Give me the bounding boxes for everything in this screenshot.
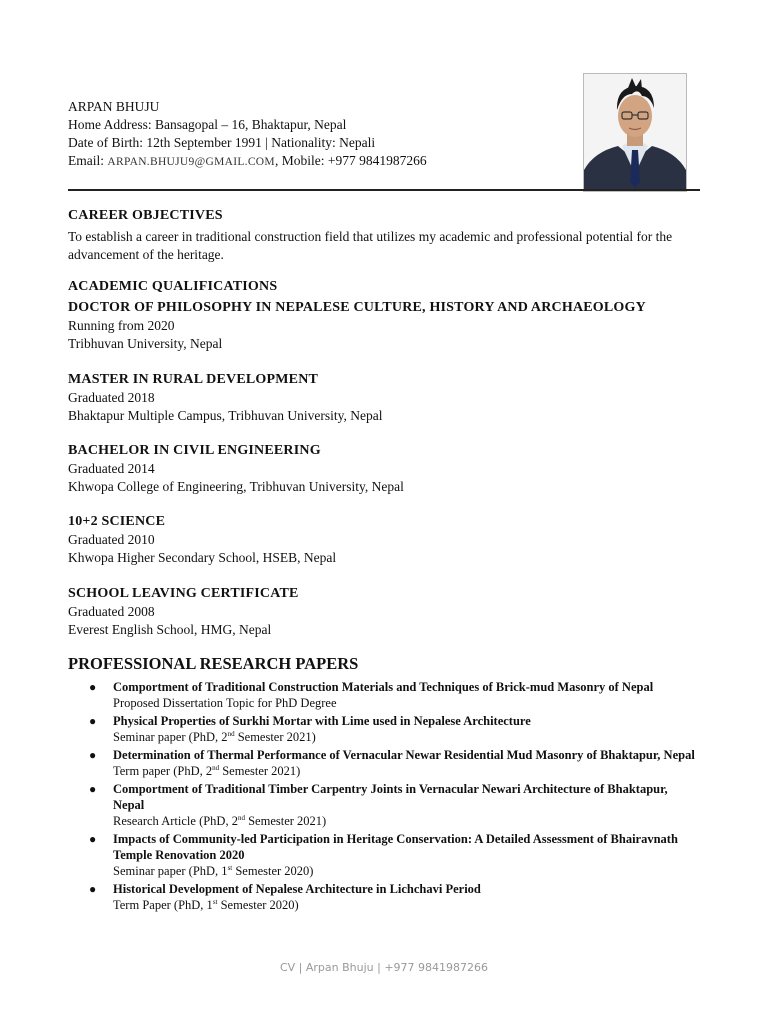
list-item	[68, 781, 700, 830]
candidate-name: ARPAN BHUJU	[68, 99, 160, 114]
list-item	[68, 831, 700, 880]
portrait-illustration	[584, 74, 686, 191]
degree-institution: Bhaktapur Multiple Campus, Tribhuvan University, Nepal	[68, 408, 383, 423]
contact-header	[68, 98, 427, 171]
home-address: Home Address: Bansagopal – 16, Bhaktapur, Nepal	[68, 117, 347, 132]
paper-note: Seminar paper (PhD, 2nd Semester 2021)	[113, 729, 316, 744]
list-item	[68, 713, 700, 746]
page-footer: CV | Arpan Bhuju | +977 9841987266	[279, 961, 489, 974]
degree-title: BACHELOR IN CIVIL ENGINEERING	[68, 443, 321, 458]
degree-status: Graduated 2010	[68, 532, 155, 547]
paper-note: Research Article (PhD, 2nd Semester 2021)	[113, 813, 327, 828]
paper-note: Proposed Dissertation Topic for PhD Degree	[113, 696, 337, 710]
mobile-number: , Mobile: +977 9841987266	[274, 153, 427, 168]
paper-note: Term Paper (PhD, 1st Semester 2020)	[113, 897, 299, 912]
academic-item	[68, 299, 700, 353]
research-papers-section	[68, 654, 700, 915]
bullet-icon: ●	[89, 680, 97, 694]
header-divider	[68, 189, 700, 191]
academic-qualifications-heading: ACADEMIC QUALIFICATIONS	[68, 279, 278, 294]
degree-institution: Everest English School, HMG, Nepal	[68, 622, 272, 637]
career-objectives-section	[68, 207, 700, 264]
bullet-icon: ●	[89, 782, 97, 796]
profile-photo	[583, 73, 687, 192]
degree-status: Graduated 2014	[68, 461, 155, 476]
paper-title: Determination of Thermal Performance of Vernacular Newar Residential Mud Masonry of Bhaktapur, Nepal	[113, 748, 695, 762]
degree-status: Graduated 2018	[68, 390, 155, 405]
degree-title: DOCTOR OF PHILOSOPHY IN NEPALESE CULTURE, HISTORY AND ARCHAEOLOGY	[68, 300, 646, 315]
academic-item	[68, 371, 700, 425]
degree-institution: Tribhuvan University, Nepal	[68, 336, 223, 351]
email-label: Email:	[68, 153, 108, 168]
bullet-icon: ●	[89, 882, 97, 896]
degree-institution: Khwopa Higher Secondary School, HSEB, Nepal	[68, 550, 337, 565]
paper-title: Comportment of Traditional Construction Materials and Techniques of Brick-mud Masonry of Nepal	[113, 680, 654, 694]
dob-nationality: Date of Birth: 12th September 1991 | Nationality: Nepali	[68, 135, 376, 150]
degree-title: 10+2 SCIENCE	[68, 514, 166, 529]
degree-status: Graduated 2008	[68, 604, 155, 619]
academic-item	[68, 513, 700, 567]
paper-title: Impacts of Community-led Participation in Heritage Conservation: A Detailed Assessment of Bhairavnath Temple Renovation 2020	[113, 832, 678, 862]
academic-item	[68, 442, 700, 496]
bullet-icon: ●	[89, 748, 97, 762]
research-papers-list	[68, 679, 700, 914]
academic-qualifications-section	[68, 278, 700, 353]
email-link[interactable]: ARPAN.BHUJU9@GMAIL.COM	[107, 156, 275, 168]
paper-title: Historical Development of Nepalese Architecture in Lichchavi Period	[113, 882, 481, 896]
paper-note: Seminar paper (PhD, 1st Semester 2020)	[113, 863, 314, 878]
bullet-icon: ●	[89, 714, 97, 728]
degree-title: SCHOOL LEAVING CERTIFICATE	[68, 586, 299, 601]
career-objectives-text: To establish a career in traditional construction field that utilizes my academic and professional potential for the advancement of the heritage.	[68, 229, 673, 262]
list-item	[68, 881, 700, 914]
degree-status: Running from 2020	[68, 318, 175, 333]
degree-title: MASTER IN RURAL DEVELOPMENT	[68, 372, 319, 387]
paper-note: Term paper (PhD, 2nd Semester 2021)	[113, 763, 301, 778]
list-item	[68, 747, 700, 780]
email-mobile-line	[68, 152, 427, 171]
career-objectives-heading: CAREER OBJECTIVES	[68, 208, 223, 223]
paper-title: Physical Properties of Surkhi Mortar with Lime used in Nepalese Architecture	[113, 714, 531, 728]
academic-item	[68, 585, 700, 639]
degree-institution: Khwopa College of Engineering, Tribhuvan University, Nepal	[68, 479, 404, 494]
bullet-icon: ●	[89, 832, 97, 846]
research-papers-heading: PROFESSIONAL RESEARCH PAPERS	[68, 654, 359, 673]
paper-title: Comportment of Traditional Timber Carpentry Joints in Vernacular Newari Architecture of Bhaktapur, Nepal	[113, 782, 668, 812]
list-item	[68, 679, 700, 712]
